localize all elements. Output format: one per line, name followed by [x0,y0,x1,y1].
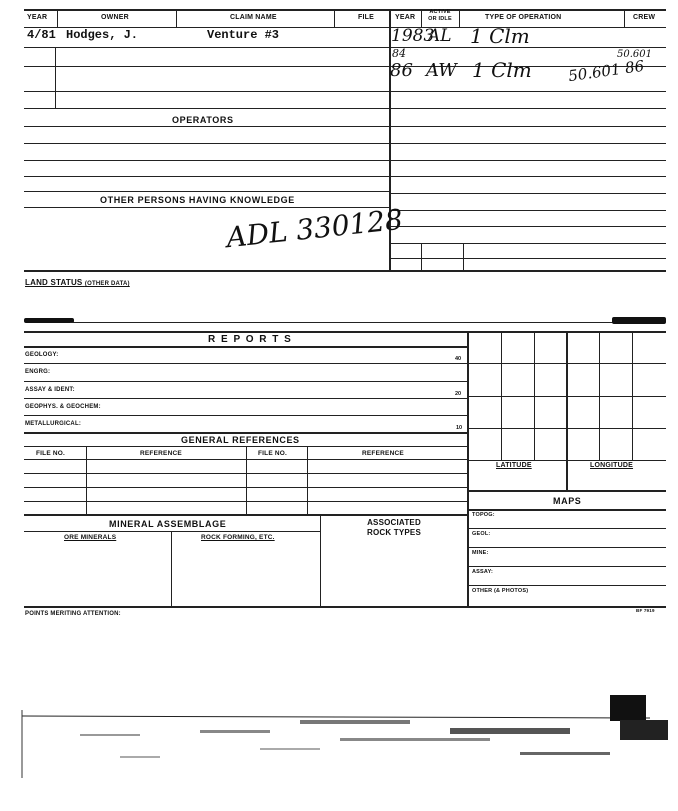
row-rule [24,415,468,416]
col-divider [246,446,247,514]
report-geology-label: GEOLOGY: [25,352,59,358]
col-header-owner: OWNER [101,14,129,21]
mineral-assemblage-title: MINERAL ASSEMBLAGE [109,519,227,529]
reports-header-rule [24,346,468,348]
activity-note-3: 50.601 86 [567,56,646,86]
reports-top-rule [24,331,666,333]
row-rule [24,47,390,48]
grid-line [467,363,666,364]
scan-noise [20,690,670,780]
row-rule [24,108,390,109]
row-rule [467,585,666,586]
report-engrg-label: ENGRG: [25,369,51,375]
top-border [24,9,666,11]
col-header-claim-name: CLAIM NAME [230,14,277,21]
row-rule [389,108,666,109]
row-rule [24,66,390,67]
maps-assay: ASSAY: [472,569,494,575]
maps-geol: GEOL: [472,531,491,537]
report-metallurgical-num: 10 [456,425,463,431]
col-divider [459,9,460,27]
claim-name: Venture #3 [207,28,280,42]
col-divider [334,9,335,27]
report-assay-label: ASSAY & IDENT: [25,387,75,393]
maps-topog: TOPOG: [472,512,495,518]
col-header-year: YEAR [27,14,48,21]
land-status-title: LAND STATUS (OTHER DATA) [25,278,130,287]
row-rule [24,91,390,92]
grid-line [467,428,666,429]
scan-mark [612,317,666,324]
section-rule [70,322,615,323]
col-divider [421,9,422,27]
reports-title: R E P O R T S [208,334,293,345]
col-divider [86,446,87,514]
gr-col-file-no-1: FILE NO. [36,450,66,457]
col-header-type-of-operation: TYPE OF OPERATION [485,14,562,21]
gr-col-file-no-2: FILE NO. [258,450,288,457]
general-references-title: GENERAL REFERENCES [181,435,300,445]
row-rule [24,381,468,382]
row-rule [467,547,666,548]
row-rule [24,363,468,364]
col-divider [176,9,177,27]
col-divider [171,531,172,607]
ore-minerals-label: ORE MINERALS [64,534,117,541]
operators-title: OPERATORS [172,115,234,125]
col-divider [57,9,58,27]
activity-operation-3: 1 Clm [472,58,532,82]
knowledge-title: OTHER PERSONS HAVING KNOWLEDGE [100,195,295,205]
row-rule [389,193,666,194]
row-rule [467,566,666,567]
activity-year-1: 1983 [391,26,435,46]
activity-status-3: AW [426,60,457,81]
col-divider [421,243,422,271]
row-rule [24,398,468,399]
row-rule [389,226,666,227]
report-geophys-label: GEOPHYS. & GEOCHEM: [25,404,101,410]
report-geology-num: 40 [455,356,462,362]
col-divider [624,9,625,27]
report-assay-num: 20 [455,391,462,397]
row-rule [24,126,390,127]
maps-title: MAPS [553,496,582,506]
row-rule [24,176,390,177]
row-rule [389,91,666,92]
report-metallurgical-label: METALLURGICAL: [25,421,82,427]
grid-line [566,331,568,490]
grid-line [467,460,666,461]
row-rule [24,531,321,532]
points-meriting-attention: POINTS MERITING ATTENTION: [25,611,121,617]
row-rule [389,126,666,127]
col-header-active-or-idle: ACTIVE OR IDLE [428,9,452,22]
owner-name: Hodges, J. [66,28,139,42]
activity-note-small: 50.601 [617,49,652,60]
row-rule [389,210,666,211]
row-rule [389,243,666,244]
row-rule [24,514,468,516]
row-rule [24,160,390,161]
col-header-year-2: YEAR [395,14,416,21]
activity-year-2: 84 [392,47,406,60]
gr-col-reference-2: REFERENCE [362,450,404,457]
row-rule [389,160,666,161]
row-rule [389,143,666,144]
bottom-rule [24,606,666,608]
form-number: BF 7919 [636,608,655,613]
activity-status-1: AL [428,26,452,46]
owner-year: 4/81 [27,28,56,42]
row-rule [467,509,666,511]
longitude-label: LONGITUDE [590,462,634,469]
maps-other: OTHER (& PHOTOS) [472,588,529,594]
rock-forming-label: ROCK FORMING, ETC. [201,534,275,541]
row-rule [24,432,468,434]
section-rule [24,270,666,272]
col-divider [463,243,464,271]
associated-rock-types: ASSOCIATED ROCK TYPES [366,518,421,537]
grid-line [467,490,666,492]
maps-mine: MINE: [472,550,489,556]
row-rule [24,191,390,192]
scan-mark [24,318,74,323]
col-header-file: FILE [358,14,374,21]
col-divider [320,514,321,607]
row-rule [467,528,666,529]
col-divider [55,47,56,108]
grid-line [467,396,666,397]
row-rule [24,143,390,144]
row-rule [24,207,390,208]
latitude-label: LATITUDE [496,462,532,469]
activity-operation-1: 1 Clm [470,24,530,48]
knowledge-handwritten-note: ADL 330128 [224,202,405,255]
activity-year-3: 86 [390,60,413,81]
row-rule [389,258,666,259]
gr-col-reference-1: REFERENCE [140,450,182,457]
col-header-crew: CREW [633,14,656,21]
col-divider [307,446,308,514]
row-rule [389,176,666,177]
